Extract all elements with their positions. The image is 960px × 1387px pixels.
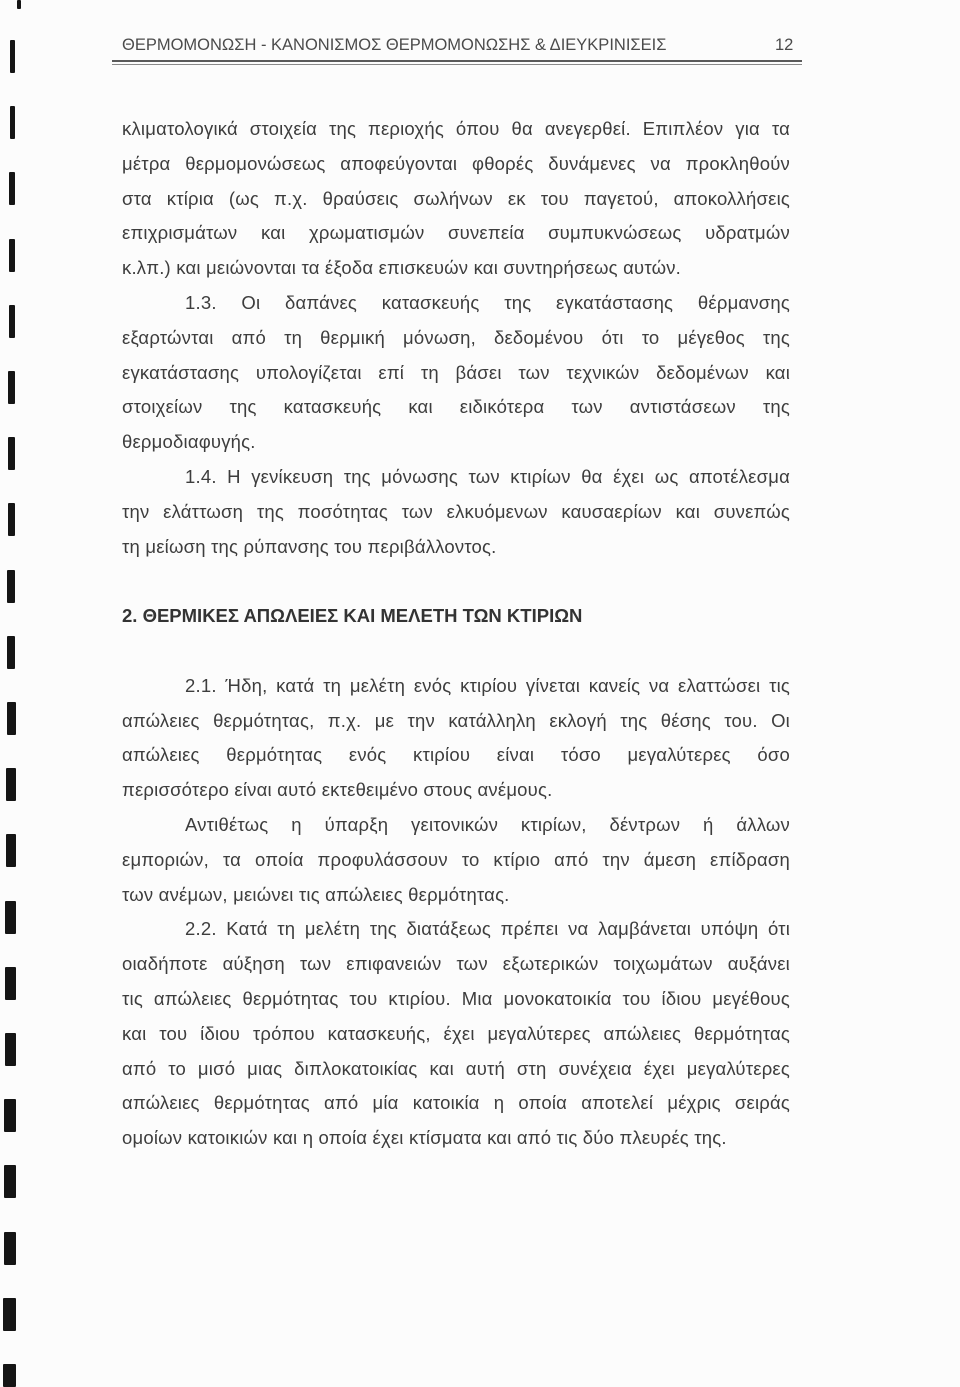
header-rule [112, 60, 802, 65]
binding-mark [17, 0, 21, 9]
body-text-line: στα κτίρια (ως π.χ. θραύσεις σωλήνων εκ του παγετού, αποκολλήσεις [122, 187, 790, 209]
page-number: 12 [775, 36, 794, 54]
binding-mark [9, 305, 16, 338]
body-text-line: απώλειες θερμότητας, π.χ. με την κατάλληλη εκλογή της θέσης του. Οι [122, 709, 790, 731]
body-text-line: και του ίδιου τρόπου κατασκευής, έχει μεγαλύτερες απώλειες θερμότητας [122, 1022, 790, 1044]
body-text-line: περισσότερο είναι αυτό εκτεθειμένο στους ανέμους. [122, 779, 553, 801]
binding-mark [3, 1364, 16, 1387]
binding-mark [8, 371, 15, 404]
body-text-line: 2.2. Κατά τη μελέτη της διατάξεως πρέπει να λαμβάνεται υπόψη ότι [185, 918, 790, 940]
paragraph [122, 460, 790, 564]
binding-mark [8, 437, 15, 470]
binding-mark [10, 106, 15, 139]
body-text-line: θερμοδιαφυγής. [122, 431, 256, 453]
body-text-line: απώλειες θερμότητας από μία κατοικία η οποία αποτελεί μέχρις σειράς [122, 1092, 790, 1114]
binding-mark [5, 967, 16, 1000]
body-text-line: 1.3. Οι δαπάνες κατασκευής της εγκατάστασης θέρμανσης [185, 291, 790, 313]
body-text-line: 2.1. Ήδη, κατά τη μελέτη ενός κτιρίου γίνεται κανείς να ελαττώσει τις [185, 674, 790, 696]
body-text-line: από το μισό μιας διπλοκατοικίας και αυτή στη συνέχεια έχει μεγαλύτερες [122, 1057, 790, 1079]
body-text-line: κλιματολογικά στοιχεία της περιοχής όπου θα ανεγερθεί. Επιπλέον για τα [122, 118, 790, 139]
body-text-line: εγκατάστασης υπολογίζεται επί τη βάσει των τεχνικών δεδομένων και [122, 361, 790, 383]
binding-mark [4, 1232, 16, 1265]
body-text-line: εμποριών, τα οποία προφυλάσσουν το κτίριο από την άμεση επίδραση [122, 848, 790, 870]
body-text-line: την ελάττωση της ποσότητας των ελκυόμενων καυσαερίων και συνεπώς [122, 500, 790, 522]
body-text-line: 1.4. Η γενίκευση της μόνωσης των κτιρίων θα έχει ως αποτέλεσμα [185, 465, 790, 487]
section-2 [122, 599, 790, 1156]
body-text-line: τις απώλειες θερμότητας του κτιρίου. Μια μονοκατοικία του ίδιου μεγέθους [122, 987, 790, 1009]
body-text-line: απώλειες θερμότητας ενός κτιρίου είναι τόσο μεγαλύτερες όσο [122, 744, 790, 766]
binding-mark [4, 1099, 15, 1132]
body-text-line: Αντιθέτως η ύπαρξη γειτονικών κτιρίων, δέντρων ή άλλων [185, 813, 790, 835]
body-text-line: μέτρα θερμομονώσεως αποφεύγονται φθορές δυνάμενες να προκληθούν [122, 152, 790, 174]
binding-mark [8, 503, 16, 536]
binding-mark [10, 40, 15, 73]
binding-mark [6, 768, 15, 801]
binding-mark [7, 570, 15, 603]
body-text-line: στοιχείων της κατασκευής και ειδικότερα των αντιστάσεων της [122, 396, 790, 418]
body-text-line: κ.λπ.) και μειώνονται τα έξοδα επισκευών και συντηρήσεως αυτών. [122, 257, 682, 279]
body-text [122, 112, 790, 1156]
body-text-line: οιαδήποτε αύξηση των επιφανειών των εξωτερικών τοιχωμάτων αυξάνει [122, 953, 790, 975]
body-text-line: των ανέμων, μειώνει τις απώλειες θερμότητας. [122, 883, 510, 905]
binding-mark [7, 702, 16, 735]
binding-mark [4, 1165, 16, 1198]
binding-mark [9, 239, 15, 272]
header-title: ΘΕΡΜΟΜΟΝΩΣΗ - ΚΑΝΟΝΙΣΜΟΣ ΘΕΡΜΟΜΟΝΩΣΗΣ & ΔΙΕΥΚΡΙΝΙΣΕΙΣ [122, 36, 667, 54]
paragraph [122, 808, 790, 912]
paragraph [122, 112, 790, 286]
binding-mark [5, 1033, 16, 1066]
binding-edge [0, 0, 24, 1387]
binding-mark [5, 901, 15, 934]
paragraph [122, 286, 790, 460]
body-text-line: εξαρτώνται από τη θερμική μόνωση, δεδομένου ότι το μέγεθος της [122, 326, 790, 348]
binding-mark [9, 172, 15, 205]
running-header [112, 30, 802, 68]
paragraph [122, 669, 790, 808]
body-text-line: επιχρισμάτων και χρωματισμών συνεπεία συμπυκνώσεως υδρατμών [122, 222, 790, 244]
body-text-line: τη μείωση της ρύπανσης του περιβάλλοντος. [122, 535, 497, 557]
binding-mark [7, 636, 16, 669]
section-1 [122, 112, 790, 564]
body-text-line: ομοίων κατοικιών και η οποία έχει κτίσματα και από τις δύο πλευρές της. [122, 1127, 727, 1149]
paragraph [122, 912, 790, 1156]
binding-mark [3, 1298, 16, 1331]
binding-mark [6, 834, 16, 867]
section-heading: 2. ΘΕΡΜΙΚΕΣ ΑΠΩΛΕΙΕΣ ΚΑΙ ΜΕΛΕΤΗ ΤΩΝ ΚΤΙΡΙΩΝ [122, 605, 583, 627]
